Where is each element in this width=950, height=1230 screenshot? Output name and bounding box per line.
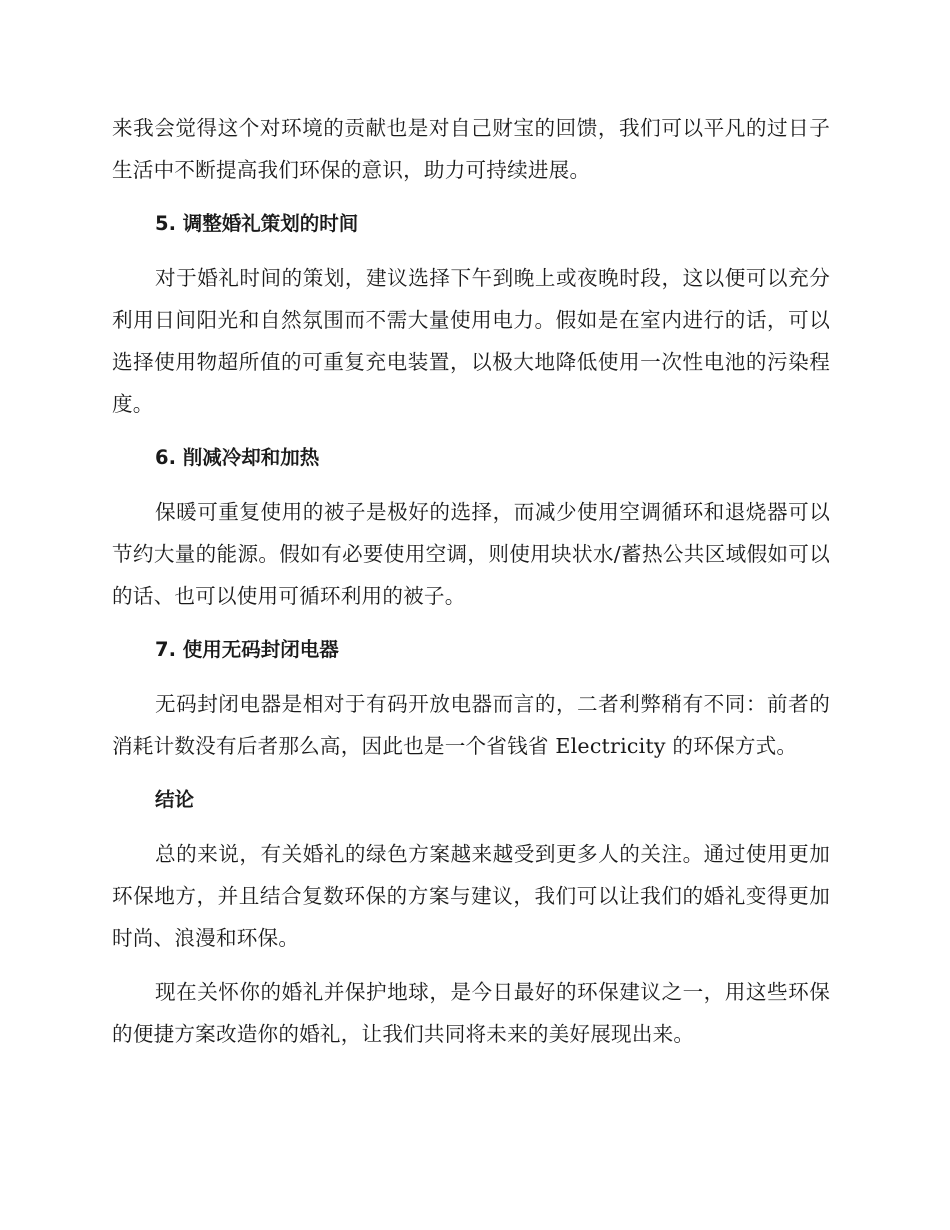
section-heading-5: 5. 调整婚礼策划的时间 <box>155 212 359 235</box>
section-heading-6: 6. 削减冷却和加热 <box>155 446 320 469</box>
document-body <box>112 107 830 1055</box>
paragraph-section-5: 对于婚礼时间的策划，建议选择下午到晚上或夜晚时段，这以便可以充分利用日间阳光和自然氛围而不需大量使用电力。假如是在室内进行的话，可以选择使用物超所值的可重复充电装置，以极大地降低使用一次性电池的污染程度。 <box>112 266 830 416</box>
paragraph-continuation: 来我会觉得这个对环境的贡献也是对自己财宝的回馈，我们可以平凡的过日子生活中不断提高我们环保的意识，助力可持续进展。 <box>112 116 830 182</box>
paragraph-conclusion-1: 总的来说，有关婚礼的绿色方案越来越受到更多人的关注。通过使用更加环保地方，并且结合复数环保的方案与建议，我们可以让我们的婚礼变得更加时尚、浪漫和环保。 <box>112 842 830 950</box>
conclusion-heading: 结论 <box>155 788 195 811</box>
paragraph-conclusion-2: 现在关怀你的婚礼并保护地球，是今日最好的环保建议之一，用这些环保的便捷方案改造你的婚礼，让我们共同将未来的美好展现出来。 <box>112 980 830 1046</box>
paragraph-section-7: 无码封闭电器是相对于有码开放电器而言的，二者利弊稍有不同：前者的消耗计数没有后者那么高，因此也是一个省钱省 Electricity 的环保方式。 <box>112 692 830 758</box>
section-heading-7: 7. 使用无码封闭电器 <box>155 638 339 661</box>
paragraph-section-6: 保暖可重复使用的被子是极好的选择，而减少使用空调循环和退烧器可以节约大量的能源。假如有必要使用空调，则使用块状水/蓄热公共区域假如可以的话、也可以使用可循环利用的被子。 <box>112 500 830 608</box>
